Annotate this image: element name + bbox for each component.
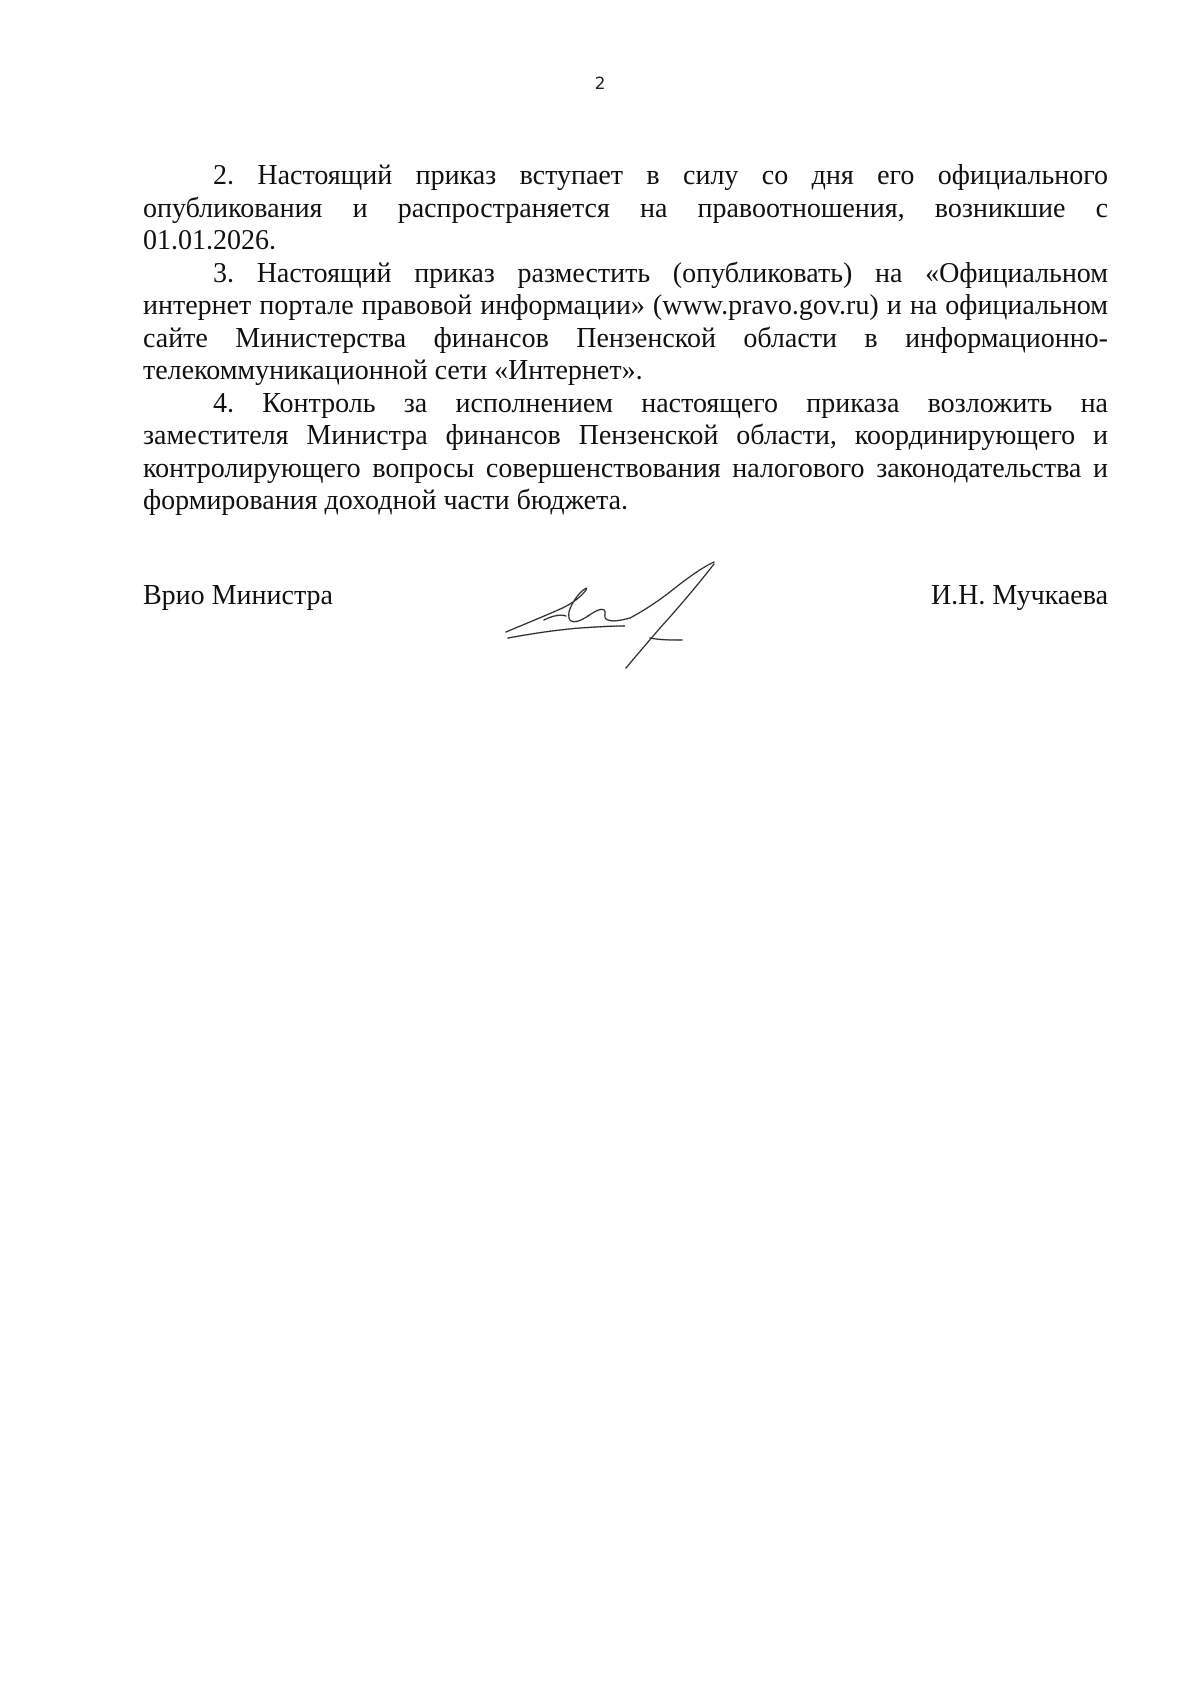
signatory-name: И.Н. Мучкаева — [930, 580, 1108, 611]
handwritten-signature — [500, 560, 740, 675]
document-body — [143, 160, 1108, 518]
paragraph-3: 3. Настоящий приказ разместить (опубликовать) на «Официальном интернет портале правовой информации» (www.pravo.gov.ru) и на официальном сайте Министерства финансов Пензенской области в информационно-телекоммуникационной сети «Интернет». — [143, 257, 1108, 386]
paragraph-4: 4. Контроль за исполнением настоящего приказа возложить на заместителя Министра финансов Пензенской области, координирующего и контролирующего вопросы совершенствования налогового законодательства и формирования доходной части бюджета. — [143, 387, 1108, 516]
page-number: 2 — [594, 74, 606, 94]
signatory-position: Врио Министра — [143, 580, 333, 611]
paragraph-2: 2. Настоящий приказ вступает в силу со дня его официального опубликования и распространяется на правоотношения, возникшие с 01.01.2026. — [143, 160, 1108, 256]
